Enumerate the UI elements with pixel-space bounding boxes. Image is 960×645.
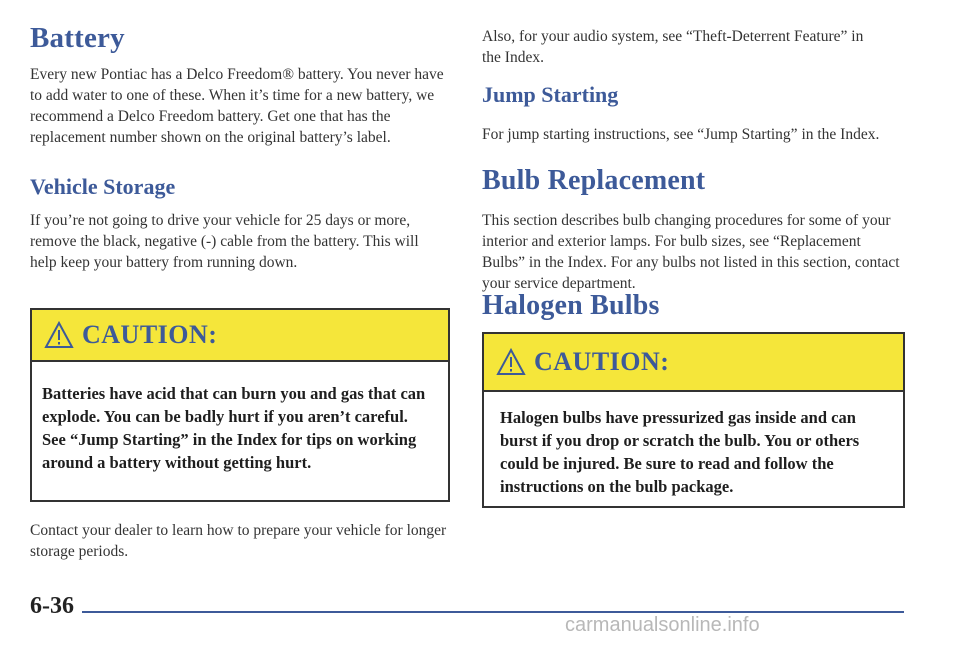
warning-triangle-icon [496, 348, 526, 376]
caution-label: CAUTION: [82, 320, 218, 349]
caution-header [32, 310, 448, 362]
watermark: carmanualsonline.info [565, 614, 760, 636]
vehicle-storage-paragraph: If you’re not going to drive your vehicle for 25 days or more, remove the black, negative (-) cable from the battery. This will help keep your battery from running down. [30, 212, 419, 271]
page-number: 6-36 [30, 593, 74, 619]
audio-system-paragraph: Also, for your audio system, see “Theft-Deterrent Feature” in the Index. [482, 28, 864, 66]
battery-heading: Battery [30, 22, 125, 54]
battery-caution-box [30, 308, 450, 502]
halogen-caution-box [482, 332, 905, 508]
caution-header [484, 334, 903, 392]
warning-triangle-icon [44, 321, 74, 349]
contact-dealer-paragraph: Contact your dealer to learn how to prepare your vehicle for longer storage periods. [30, 522, 447, 560]
halogen-bulbs-heading: Halogen Bulbs [482, 290, 660, 321]
caution-text: Halogen bulbs have pressurized gas inside and can burst if you drop or scratch the bulb. You or others could be injured. Be sure to read and follow the instructions on the bulb package. [500, 408, 860, 496]
vehicle-storage-heading: Vehicle Storage [30, 174, 176, 199]
bulb-replacement-paragraph: This section describes bulb changing procedures for some of your interior and exterior lamps. For bulb sizes, see “Replacement Bulbs” in the Index. For any bulbs not listed in this section, contact your service department. [482, 212, 900, 292]
footer-divider [82, 611, 904, 613]
battery-paragraph: Every new Pontiac has a Delco Freedom® battery. You never have to add water to one of these. When it’s time for a new battery, we recommend a Delco Freedom battery. Get one that has the replacement number shown on the original battery’s label. [30, 66, 444, 146]
bulb-replacement-heading: Bulb Replacement [482, 165, 706, 196]
caution-label: CAUTION: [534, 347, 670, 376]
jump-starting-heading: Jump Starting [482, 82, 619, 107]
caution-text: Batteries have acid that can burn you and gas that can explode. You can be badly hurt if you aren’t careful. See “Jump Starting” in the Index for tips on working around a battery without getting hurt. [42, 384, 426, 472]
jump-starting-paragraph: For jump starting instructions, see “Jump Starting” in the Index. [482, 126, 880, 143]
